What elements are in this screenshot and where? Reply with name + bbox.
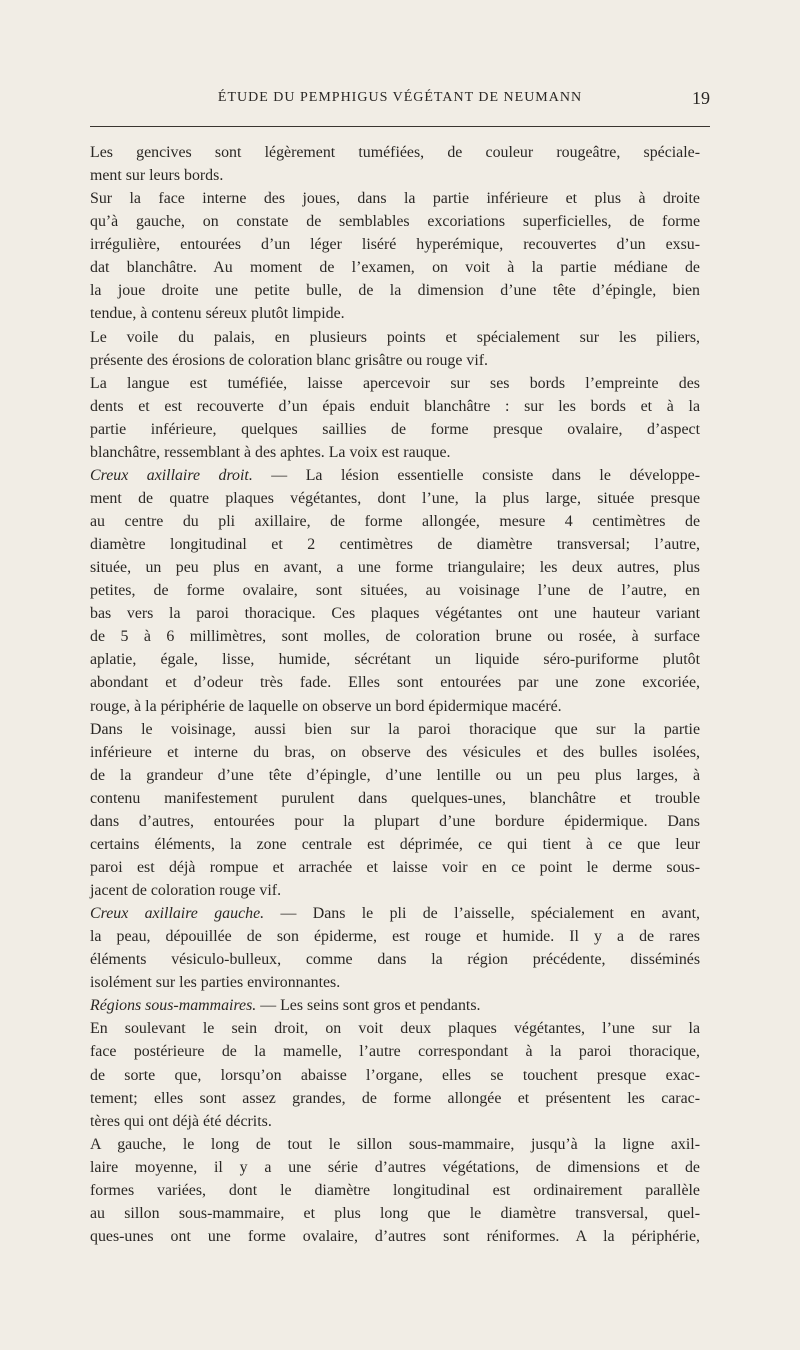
text-line [90,602,700,625]
line-text: Le voile du palais, en plusieurs points et spécialement sur les piliers, [90,328,700,346]
line-text: tement; elles sont assez grandes, de forme allongée et présentent les carac- [90,1089,700,1107]
text-line [90,233,700,256]
text-line [90,902,700,925]
line-text: de la grandeur d’une tête d’épingle, d’une lentille ou un peu plus larges, à [90,766,700,784]
line-text: isolément sur les parties environnantes. [90,974,341,992]
line-text: dat blanchâtre. Au moment de l’examen, on voit à la partie médiane de [90,259,700,277]
header-rule [90,126,710,127]
text-line [90,279,700,302]
text-line [90,418,700,441]
line-text: — Les seins sont gros et pendants. [256,997,481,1015]
text-line [90,487,700,510]
text-line [90,810,700,833]
line-text: qu’à gauche, on constate de semblables excoriations superficielles, de forme [90,213,700,231]
line-text: paroi est déjà rompue et arrachée et laisse voir en ce point le derme sous- [90,858,700,876]
italic-heading: Creux axillaire droit. [90,466,253,484]
line-text: dans d’autres, entourées pour la plupart d’une bordure épidermique. Dans [90,812,700,830]
line-text: En soulevant le sein droit, on voit deux plaques végétantes, l’une sur la [90,1020,700,1038]
line-text: Dans le voisinage, aussi bien sur la paroi thoracique que sur la partie [90,720,700,738]
text-line [90,925,700,948]
page-header [90,90,710,112]
text-line [90,1017,700,1040]
text-line [90,164,700,187]
text-line [90,1064,700,1087]
text-line [90,1156,700,1179]
text-line [90,1202,700,1225]
line-text: éléments vésiculo-bulleux, comme dans la région précédente, disséminés [90,951,700,969]
line-text: Les gencives sont légèrement tuméfiées, de couleur rougeâtre, spéciale- [90,144,700,161]
line-text: contenu manifestement purulent dans quelques-unes, blanchâtre et trouble [90,789,700,807]
text-line [90,625,700,648]
text-line [90,510,700,533]
text-line [90,395,700,418]
text-line [90,764,700,787]
text-line [90,948,700,971]
line-text: la joue droite une petite bulle, de la dimension d’une tête d’épingle, bien [90,282,700,300]
text-line [90,879,700,902]
text-line [90,326,700,349]
line-text: au sillon sous-mammaire, et plus long que le diamètre transversal, quel- [90,1204,700,1222]
text-line [90,1225,700,1248]
text-line [90,1040,700,1063]
line-text: présente des érosions de coloration blanc grisâtre ou rouge vif. [90,351,489,369]
line-text: blanchâtre, ressemblant à des aphtes. La voix est rauque. [90,443,451,461]
line-text: partie inférieure, quelques saillies de forme presque ovalaire, d’aspect [90,420,700,438]
page-number: 19 [692,88,710,108]
line-text: ment sur leurs bords. [90,167,224,185]
text-line [90,579,700,602]
line-text: — La lésion essentielle consiste dans le développe- [252,466,700,484]
line-text: dents et est recouverte d’un épais enduit blanchâtre : sur les bords et à la [90,397,700,415]
line-text: formes variées, dont le diamètre longitudinal est ordinairement parallèle [90,1181,700,1199]
line-text: laire moyenne, il y a une série d’autres végétations, de dimensions et de [90,1158,700,1176]
text-line [90,187,700,210]
line-text: tères qui ont déjà été décrits. [90,1112,272,1130]
text-line [90,971,700,994]
line-text: La langue est tuméfiée, laisse apercevoir sur ses bords l’empreinte des [90,374,700,392]
text-line [90,256,700,279]
text-line [90,1133,700,1156]
line-text: inférieure et interne du bras, on observe des vésicules et des bulles isolées, [90,743,700,761]
line-text: rouge, à la périphérie de laquelle on observe un bord épidermique macéré. [90,697,562,715]
line-text: abondant et d’odeur très fade. Elles sont entourées par une zone excoriée, [90,674,700,692]
text-line [90,556,700,579]
text-line [90,372,700,395]
line-text: située, un peu plus en avant, a une forme triangulaire; les deux autres, plus [90,559,700,577]
line-text: tendue, à contenu séreux plutôt limpide. [90,305,345,323]
line-text: ques-unes ont une forme ovalaire, d’autres sont réniformes. A la périphérie, [90,1227,700,1245]
text-line [90,1110,700,1133]
text-line [90,441,700,464]
italic-heading: Creux axillaire gauche. [90,905,265,923]
body-text [90,141,700,1248]
text-line [90,464,700,487]
line-text: petites, de forme ovalaire, sont situées, au voisinage l’une de l’autre, en [90,582,700,600]
text-line [90,349,700,372]
line-text: diamètre longitudinal et 2 centimètres de diamètre transversal; l’autre, [90,536,700,554]
text-line [90,141,700,164]
text-line [90,302,700,325]
running-title: ÉTUDE DU PEMPHIGUS VÉGÉTANT DE NEUMANN [217,90,583,105]
line-text: aplatie, égale, lisse, humide, sécrétant un liquide séro-puriforme plutôt [90,651,700,669]
line-text: irrégulière, entourées d’un léger liséré hyperémique, recouvertes d’un exsu- [90,236,700,254]
line-text: au centre du pli axillaire, de forme allongée, mesure 4 centimètres de [90,513,700,530]
line-text: face postérieure de la mamelle, l’autre correspondant à la paroi thoracique, [90,1043,700,1061]
italic-heading: Régions sous-mammaires. [90,997,257,1015]
text-line [90,1179,700,1202]
text-line [90,741,700,764]
line-text: Sur la face interne des joues, dans la partie inférieure et plus à droite [90,190,700,208]
text-line [90,648,700,671]
text-line [90,787,700,810]
text-line [90,718,700,741]
text-line [90,833,700,856]
text-line [90,533,700,556]
text-line [90,695,700,718]
line-text: A gauche, le long de tout le sillon sous-mammaire, jusqu’à la ligne axil- [90,1135,700,1153]
line-text: jacent de coloration rouge vif. [90,882,282,899]
line-text: de 5 à 6 millimètres, sont molles, de coloration brune ou rosée, à surface [90,628,700,646]
text-line [90,856,700,879]
line-text: ment de quatre plaques végétantes, dont l’une, la plus large, située presque [90,489,700,507]
text-line [90,210,700,233]
text-line [90,994,700,1017]
line-text: de sorte que, lorsqu’on abaisse l’organe, elles se touchent presque exac- [90,1066,700,1084]
line-text: — Dans le pli de l’aisselle, spécialement en avant, [264,905,700,923]
line-text: la peau, dépouillée de son épiderme, est rouge et humide. Il y a de rares [90,928,700,946]
line-text: certains éléments, la zone centrale est déprimée, ce qui tient à ce que leur [90,835,700,853]
text-line [90,671,700,694]
line-text: bas vers la paroi thoracique. Ces plaques végétantes ont une hauteur variant [90,605,700,623]
text-line [90,1087,700,1110]
